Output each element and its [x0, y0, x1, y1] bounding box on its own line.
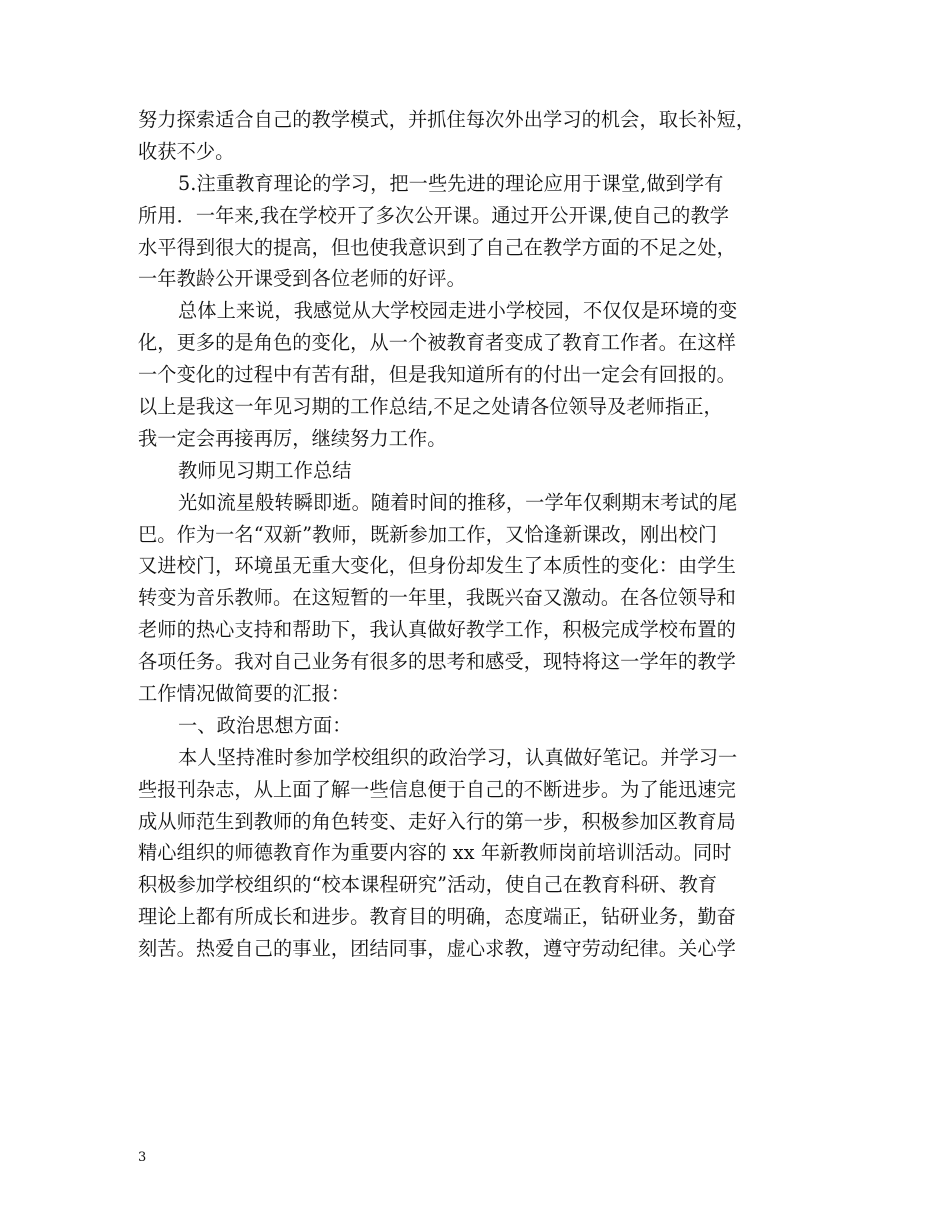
text-line: 一个变化的过程中有苦有甜，但是我知道所有的付出一定会有回报的。 — [138, 363, 736, 387]
text-line: 化，更多的是角色的变化，从一个被教育者变成了教育工作者。在这样 — [138, 331, 736, 355]
text-line: 巴。作为一名“双新”教师，既新参加工作，又恰逢新课改，刚出校门 — [138, 522, 718, 546]
text-line: 又进校门，环境虽无重大变化，但身份却发生了本质性的变化：由学生 — [138, 554, 736, 578]
text-line: 水平得到很大的提高，但也使我意识到了自己在教学方面的不足之处， — [138, 235, 736, 259]
text-line: 各项任务。我对自己业务有很多的思考和感受，现特将这一学年的教学 — [138, 650, 736, 674]
text-line: 工作情况做简要的汇报： — [138, 682, 351, 706]
text-line: 以上是我这一年见习期的工作总结,不足之处请各位领导及老师指正， — [138, 395, 723, 419]
text-line: 转变为音乐教师。在这短暂的一年里，我既兴奋又激动。在各位领导和 — [138, 586, 736, 610]
body-text — [138, 104, 828, 965]
text-line: 成从师范生到教师的角色转变、走好入行的第一步，积极参加区教育局 — [138, 809, 736, 833]
text-line: 本人坚持准时参加学校组织的政治学习，认真做好笔记。并学习一 — [178, 745, 738, 769]
text-line: 理论上都有所成长和进步。教育目的明确，态度端正，钻研业务，勤奋 — [138, 905, 736, 929]
text-line: 积极参加学校组织的“校本课程研究”活动，使自己在教育科研、教育 — [138, 873, 718, 897]
text-line: 老师的热心支持和帮助下，我认真做好教学工作，积极完成学校布置的 — [138, 618, 736, 642]
text-line: 精心组织的师德教育作为重要内容的 xx 年新教师岗前培训活动。同时 — [138, 841, 732, 865]
text-line: 教师见习期工作总结 — [178, 458, 352, 482]
text-line: 些报刊杂志，从上面了解一些信息便于自己的不断进步。为了能迅速完 — [138, 777, 736, 801]
text-line: 刻苦。热爱自己的事业，团结同事，虚心求教，遵守劳动纪律。关心学 — [138, 937, 736, 961]
text-line: 收获不少。 — [138, 139, 235, 163]
text-line: 努力探索适合自己的教学模式，并抓住每次外出学习的机会，取长补短， — [138, 108, 756, 131]
text-line: 光如流星般转瞬即逝。随着时间的推移，一学年仅剩期末考试的尾 — [178, 490, 738, 514]
text-line: 一、政治思想方面： — [178, 713, 352, 737]
text-line: 总体上来说，我感觉从大学校园走进小学校园，不仅仅是环境的变 — [178, 299, 738, 323]
text-line: 5.注重教育理论的学习，把一些先进的理论应用于课堂,做到学有 — [178, 171, 724, 195]
text-line: 我一定会再接再厉，继续努力工作。 — [138, 426, 447, 450]
text-line: 所用．一年来,我在学校开了多次公开课。通过开公开课,使自己的教学 — [138, 203, 730, 227]
page-number: 3 — [138, 1150, 147, 1165]
text-line: 一年教龄公开课受到各位老师的好评。 — [138, 267, 466, 291]
